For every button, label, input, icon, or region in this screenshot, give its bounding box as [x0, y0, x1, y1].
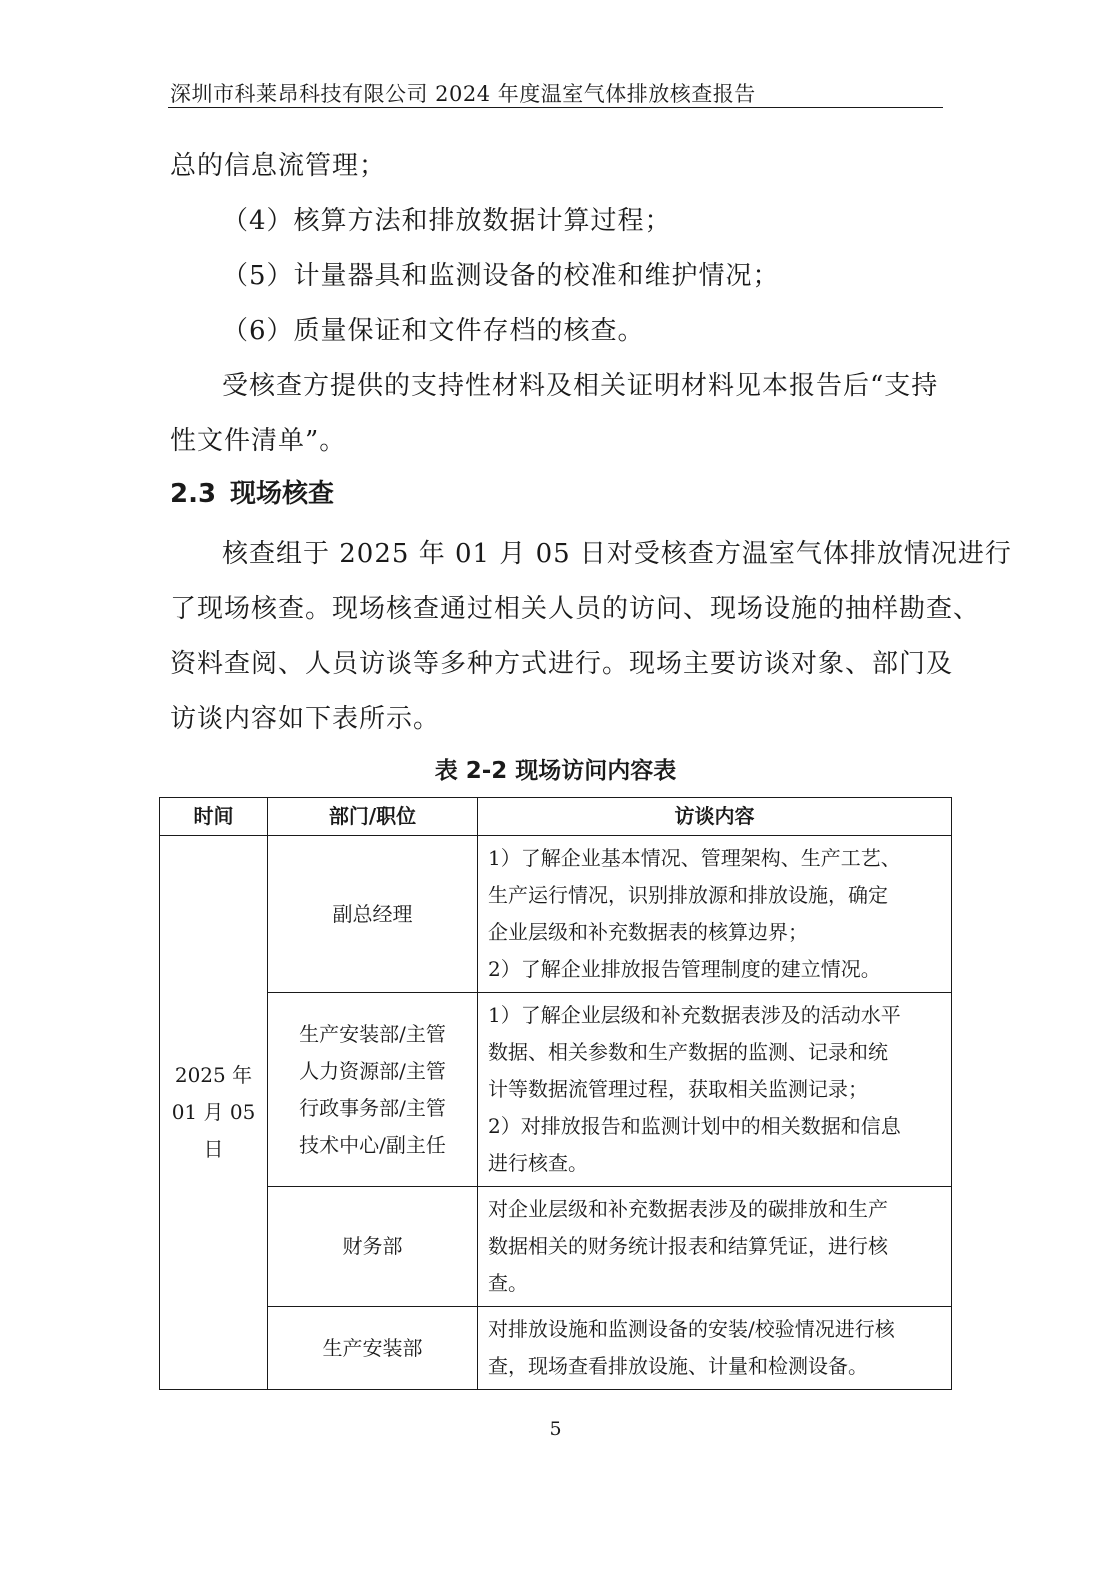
- paragraph-line: 受核查方提供的支持性材料及相关证明材料见本报告后“支持: [222, 371, 939, 401]
- table-row: [160, 1307, 952, 1390]
- page-header: 深圳市科莱昂科技有限公司 2024 年度温室气体排放核查报告: [170, 82, 756, 106]
- content-line: 查。: [488, 1271, 528, 1295]
- section-heading: [170, 473, 334, 510]
- column-header-time: 时间: [160, 798, 268, 836]
- department-cell: [268, 993, 478, 1187]
- page-number: 5: [549, 1418, 562, 1440]
- content-line: 数据、相关参数和生产数据的监测、记录和统: [488, 1040, 888, 1064]
- header-divider: [168, 107, 943, 108]
- content-cell: [478, 1307, 952, 1390]
- department-line: 副总经理: [332, 901, 413, 926]
- content-line: 查，现场查看排放设施、计量和检测设备。: [488, 1354, 868, 1378]
- content-line: 进行核查。: [488, 1151, 588, 1175]
- content-line: 2）了解企业排放报告管理制度的建立情况。: [488, 957, 881, 981]
- paragraph-line: 访谈内容如下表所示。: [170, 704, 441, 734]
- content-line: 1）了解企业层级和补充数据表涉及的活动水平: [488, 1003, 901, 1027]
- list-item-4: （4）核算方法和排放数据计算过程；: [222, 206, 672, 236]
- content-line: 1）了解企业基本情况、管理架构、生产工艺、: [488, 846, 901, 870]
- content-line: 2）对排放报告和监测计划中的相关数据和信息: [488, 1114, 901, 1138]
- paragraph-line: 性文件清单”。: [170, 426, 347, 456]
- content-cell: [478, 836, 952, 993]
- content-line: 对企业层级和补充数据表涉及的碳排放和生产: [488, 1197, 888, 1221]
- content-line: 计等数据流管理过程，获取相关监测记录；: [488, 1077, 868, 1101]
- content-line: 企业层级和补充数据表的核算边界；: [488, 920, 808, 944]
- paragraph-line: 资料查阅、人员访谈等多种方式进行。现场主要访谈对象、部门及: [170, 649, 954, 679]
- date-cell: [160, 836, 268, 1390]
- content-line: 对排放设施和监测设备的安装/校验情况进行核: [488, 1317, 895, 1341]
- table-header-row: [160, 798, 952, 836]
- department-cell: [268, 1187, 478, 1307]
- content-cell: [478, 993, 952, 1187]
- table-row: [160, 993, 952, 1187]
- date-line: 2025 年: [174, 1063, 253, 1087]
- paragraph-line: 总的信息流管理；: [170, 151, 387, 181]
- department-line: 生产安装部: [322, 1335, 423, 1360]
- department-line: 财务部: [342, 1234, 403, 1258]
- date-line: 01 月 05: [171, 1100, 256, 1124]
- list-item-5: （5）计量器具和监测设备的校准和维护情况；: [222, 261, 780, 291]
- table-caption: 表 2-2 现场访问内容表: [434, 758, 677, 784]
- department-line: 生产安装部/主管: [299, 1021, 446, 1046]
- date-line: 日: [203, 1137, 224, 1161]
- department-line: 人力资源部/主管: [299, 1058, 446, 1083]
- list-item-6: （6）质量保证和文件存档的核查。: [222, 316, 645, 346]
- department-line: 行政事务部/主管: [299, 1095, 446, 1120]
- column-header-department: 部门/职位: [268, 798, 478, 836]
- department-cell: [268, 1307, 478, 1390]
- section-number: 2.3: [170, 479, 217, 509]
- department-cell: [268, 836, 478, 993]
- table-row: [160, 1187, 952, 1307]
- column-header-content: 访谈内容: [478, 798, 952, 836]
- section-title: 现场核查: [230, 479, 335, 509]
- department-line: 技术中心/副主任: [299, 1132, 446, 1157]
- paragraph-line: 了现场核查。现场核查通过相关人员的访问、现场设施的抽样勘查、: [170, 594, 981, 624]
- table-row: [160, 836, 952, 993]
- paragraph-line: 核查组于 2025 年 01 月 05 日对受核查方温室气体排放情况进行: [222, 539, 1012, 569]
- content-cell: [478, 1187, 952, 1307]
- content-line: 数据相关的财务统计报表和结算凭证，进行核: [488, 1234, 888, 1258]
- content-line: 生产运行情况，识别排放源和排放设施，确定: [488, 883, 888, 907]
- visit-content-table: [159, 797, 952, 1390]
